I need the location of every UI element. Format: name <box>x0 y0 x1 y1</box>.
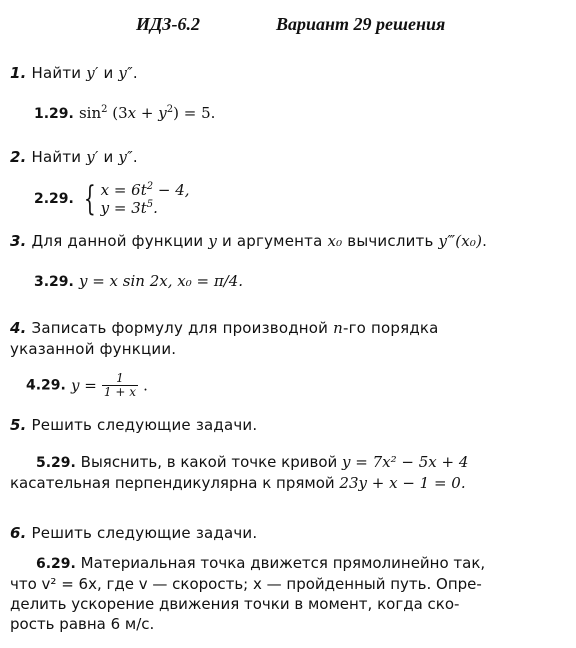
problem-number: 1.29. <box>34 106 74 122</box>
task-3: 3. Для данной функции y и аргумента x₀ вычислить y‴(x₀). <box>10 232 488 250</box>
problem-1-29: 1.29. $\sin^2 (3x + y^2) = 5$. <box>34 104 216 122</box>
problem-number: 2.29. <box>34 191 74 207</box>
problem-4-29: 4.29. y = $\frac{1}{1 + x}$ . <box>26 371 148 399</box>
task-number: 1. <box>10 64 27 82</box>
task-number: 3. <box>10 232 27 250</box>
variant-title: Вариант 29 решения <box>276 14 446 34</box>
task-number: 4. <box>10 319 27 337</box>
task-1: 1. Найти y′ и y″. <box>10 64 138 82</box>
problem-number: 5.29. <box>36 455 76 471</box>
problem-expression: y = x sin 2x, x₀ = π/4. <box>78 272 244 290</box>
problem-2-29 <box>34 181 190 217</box>
problem-number: 3.29. <box>34 274 74 290</box>
task-6: 6. Решить следующие задачи. <box>10 524 258 542</box>
document-code: ИДЗ-6.2 <box>136 14 200 34</box>
task-number: 5. <box>10 416 27 434</box>
problem-number: 4.29. <box>26 377 66 394</box>
equation-system: $x = 6t^2 - 4$, $y = 3t^5$. <box>100 181 190 217</box>
task-number: 6. <box>10 524 27 542</box>
task-2: 2. Найти y′ и y″. <box>10 148 138 166</box>
fraction: $\frac{1}{1 + x}$ <box>103 371 136 399</box>
problem-5-29: 5.29. Выяснить, в какой точке кривой y = 7x² − 5x + 4 касательная перпендикулярна к прямой 23y + x − 1 = 0. <box>10 453 469 492</box>
problem-3-29 <box>34 271 243 290</box>
task-number: 2. <box>10 148 27 166</box>
task-5: 5. Решить следующие задачи. <box>10 416 258 434</box>
problem-6-29: 6.29. Материальная точка движется прямолинейно так, что v² = 6x, где v — скорость; x — пройденный путь. Опре- делить ускорение движения точки в момент, когда ско- рость равна 6 м/с. <box>10 554 486 633</box>
task-4: 4. Записать формулу для производной n-го порядка указанной функции. <box>10 319 439 358</box>
system-brace: { <box>83 179 96 219</box>
problem-number: 6.29. <box>36 556 76 572</box>
